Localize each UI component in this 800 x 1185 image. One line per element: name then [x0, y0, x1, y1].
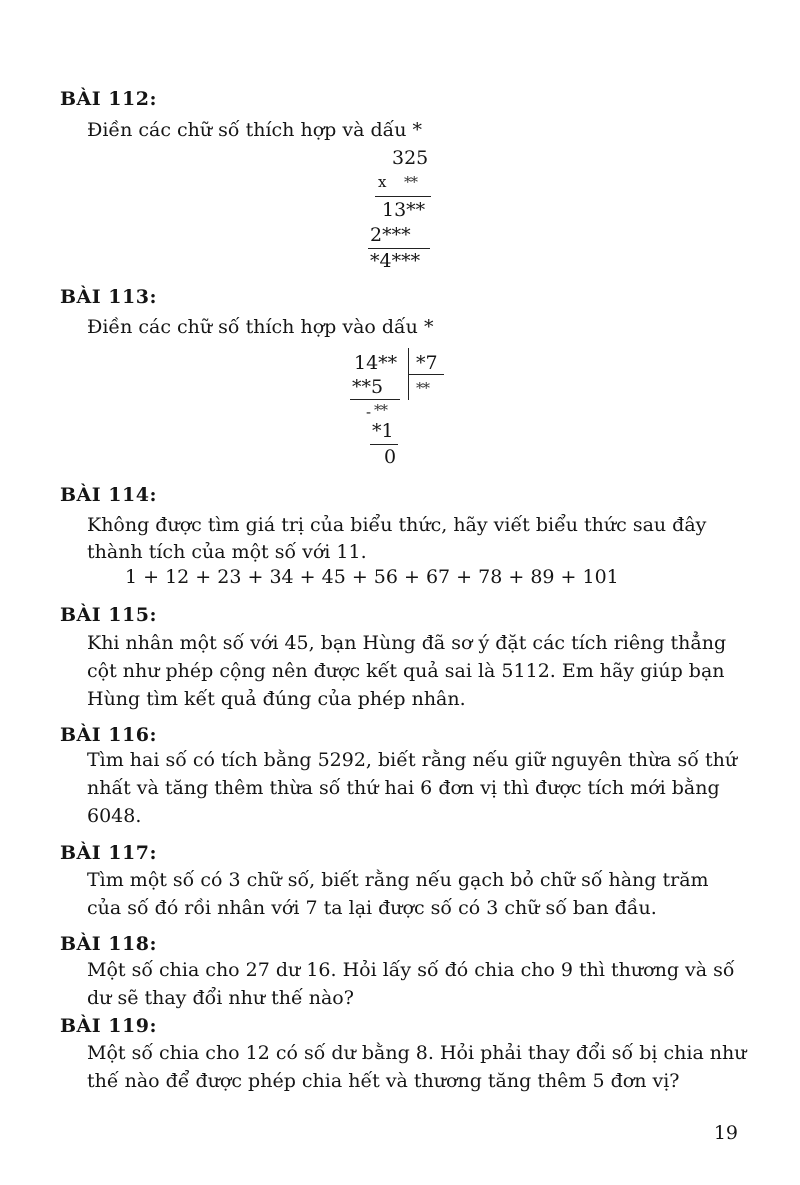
problem-112-text: Điền các chữ số thích hợp và dấu * — [87, 119, 423, 141]
first-remainder: ** — [374, 401, 387, 419]
multiply-rule-2 — [368, 248, 430, 249]
dividend: 14** — [354, 352, 398, 374]
problem-117-text: Tìm một số có 3 chữ số, biết rằng nếu gạch bỏ chữ số hàng trăm của số đó rồi nhân với 7 ta lại được số có 3 chữ số ban đầu. — [87, 869, 709, 919]
problem-116-text: Tìm hai số có tích bằng 5292, biết rằng nếu giữ nguyên thừa số thứ nhất và tăng thêm thừa số thứ hai 6 đơn vị thì được tích mới bằng 6048. — [87, 749, 738, 827]
problem-118-heading: BÀI 118: — [60, 933, 157, 955]
divisor-rule — [408, 374, 444, 375]
problem-116-heading: BÀI 116: — [60, 724, 157, 746]
quotient: ** — [416, 379, 429, 397]
division-rule-1 — [350, 399, 400, 400]
product-result: *4*** — [370, 250, 421, 272]
problem-113-heading: BÀI 113: — [60, 286, 157, 308]
page-number: 19 — [713, 1122, 738, 1144]
problem-114-expression: 1 + 12 + 23 + 34 + 45 + 56 + 67 + 78 + 89 + 101 — [125, 566, 619, 588]
minus-sign: - — [366, 403, 372, 421]
multiplier: ** — [404, 173, 417, 191]
problem-113-text: Điền các chữ số thích hợp vào dấu * — [87, 316, 434, 338]
final-remainder: 0 — [384, 446, 397, 468]
partial-product-1: 13** — [382, 199, 426, 221]
problem-115-text: Khi nhân một số với 45, bạn Hùng đã sơ ý đặt các tích riêng thẳng cột như phép cộng nên được kết quả sai là 5112. Em hãy giúp bạn Hùng tìm kết quả đúng của phép nhân. — [87, 632, 727, 710]
division-rule-2 — [370, 444, 398, 445]
problem-114-heading: BÀI 114: — [60, 484, 157, 506]
divisor: *7 — [416, 352, 438, 374]
problem-114-text-line1: Không được tìm giá trị của biểu thức, hãy viết biểu thức sau đây — [87, 514, 707, 536]
problem-119-heading: BÀI 119: — [60, 1015, 157, 1037]
multiplicand: 325 — [392, 147, 429, 169]
problem-114-text-line2: thành tích của một số với 11. — [87, 541, 367, 563]
problem-117-heading: BÀI 117: — [60, 842, 157, 864]
multiply-rule-1 — [375, 196, 431, 197]
problem-112-heading: BÀI 112: — [60, 88, 157, 110]
problem-119-text: Một số chia cho 12 có số dư bằng 8. Hỏi phải thay đổi số bị chia như thế nào để được phép chia hết và thương tăng thêm 5 đơn vị? — [87, 1042, 747, 1092]
partial-product-2: 2*** — [370, 224, 411, 246]
multiply-sign: x — [378, 173, 387, 191]
problem-115-heading: BÀI 115: — [60, 604, 157, 626]
first-subtrahend: **5 — [352, 376, 384, 398]
second-subtrahend: *1 — [372, 420, 394, 442]
problem-118-text: Một số chia cho 27 dư 16. Hỏi lấy số đó chia cho 9 thì thương và số dư sẽ thay đổi như thế nào? — [87, 959, 735, 1009]
